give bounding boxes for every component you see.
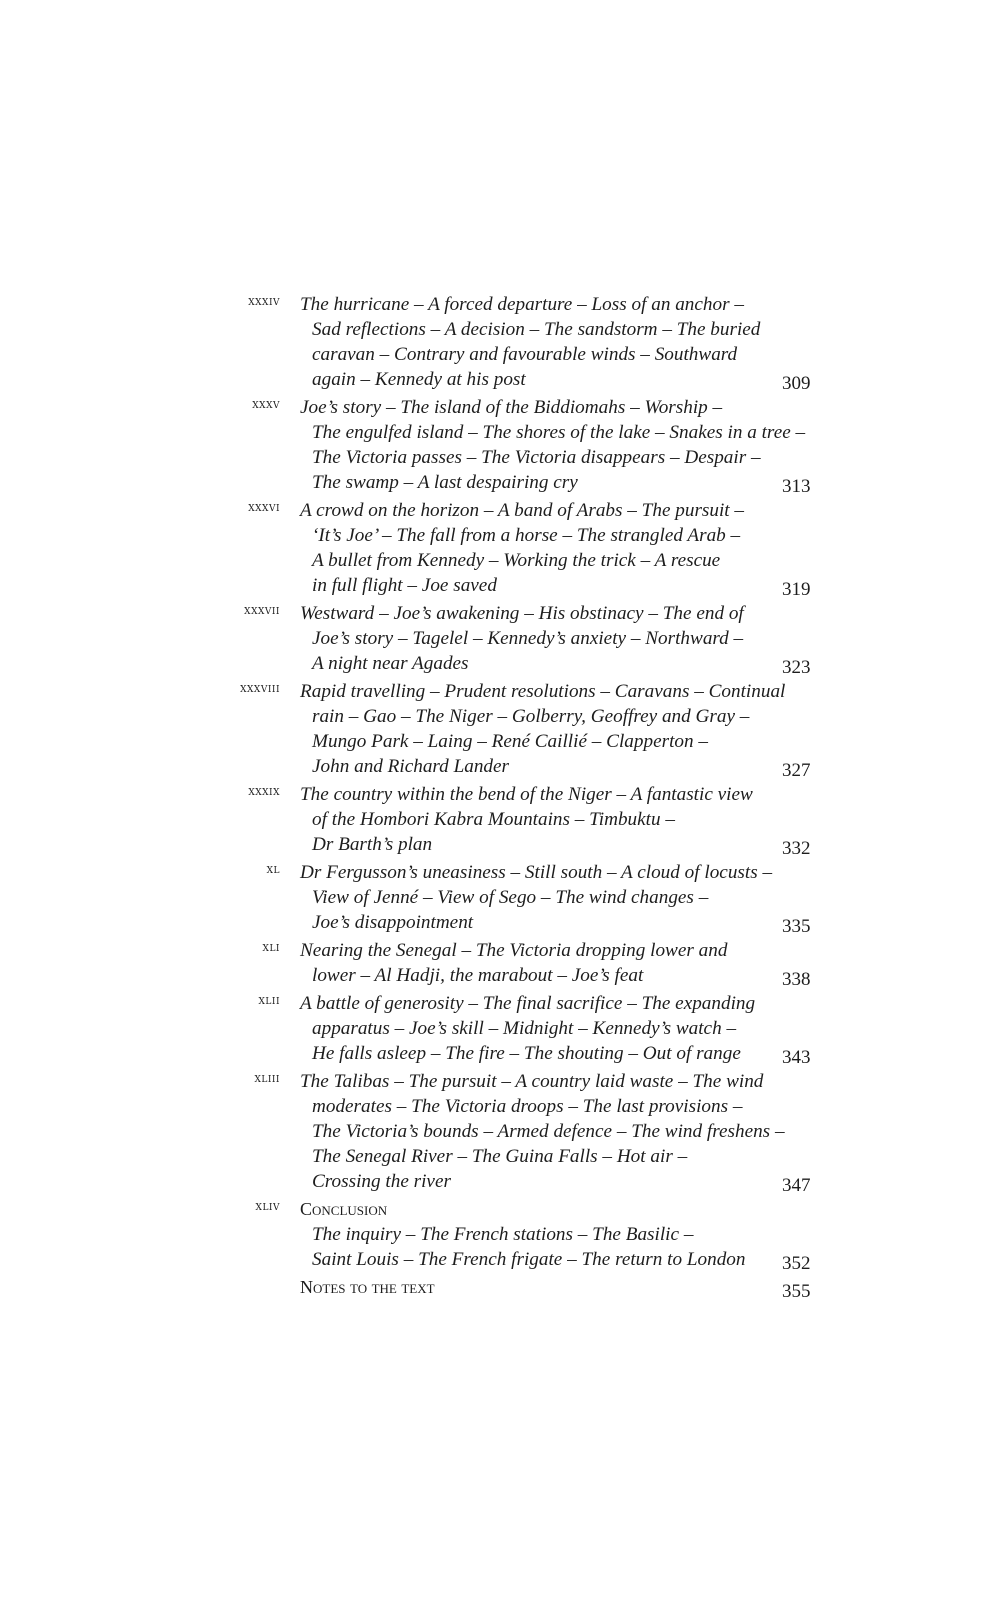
toc-entry[interactable] xyxy=(220,860,810,935)
summary-line: lower – Al Hadji, the marabout – Joe’s feat xyxy=(312,965,644,986)
page-number: 343 xyxy=(782,1047,811,1068)
toc-entry[interactable] xyxy=(220,498,810,598)
summary-line: Rapid travelling – Prudent resolutions – Caravans – Continual xyxy=(300,681,786,702)
summary-line: The inquiry – The French stations – The Basilic – xyxy=(312,1224,694,1245)
summary-line: caravan – Contrary and favourable winds – Southward xyxy=(312,344,738,365)
chapter-numeral: xxxv xyxy=(252,397,280,412)
page-number: 352 xyxy=(782,1253,811,1274)
summary-line: John and Richard Lander xyxy=(312,756,510,777)
toc-entry[interactable] xyxy=(220,395,810,495)
summary-line: rain – Gao – The Niger – Golberry, Geoffrey and Gray – xyxy=(312,706,750,727)
table-of-contents xyxy=(220,292,810,1302)
summary-line: apparatus – Joe’s skill – Midnight – Kennedy’s watch – xyxy=(312,1018,737,1039)
summary-line: Saint Louis – The French frigate – The return to London xyxy=(312,1249,746,1270)
chapter-summary xyxy=(300,679,785,779)
summary-line: Joe’s story – The island of the Biddiomahs – Worship – xyxy=(300,397,723,418)
summary-line: The Senegal River – The Guina Falls – Hot air – xyxy=(312,1146,688,1167)
chapter-numeral: xli xyxy=(262,940,280,955)
toc-entry[interactable] xyxy=(220,991,810,1066)
summary-line: Crossing the river xyxy=(312,1171,451,1192)
chapter-numeral: xxxviii xyxy=(240,681,280,696)
summary-line: The hurricane – A forced departure – Loss of an anchor – xyxy=(300,294,744,315)
summary-line: Nearing the Senegal – The Victoria dropping lower and xyxy=(300,940,728,961)
toc-entry[interactable] xyxy=(220,601,810,676)
chapter-summary xyxy=(300,601,785,676)
page-number: 327 xyxy=(782,760,811,781)
summary-line: in full flight – Joe saved xyxy=(312,575,497,596)
summary-line: of the Hombori Kabra Mountains – Timbuktu – xyxy=(312,809,675,830)
summary-line: ‘It’s Joe’ – The fall from a horse – The strangled Arab – xyxy=(312,525,741,546)
page-number: 347 xyxy=(782,1175,811,1196)
summary-line: The Talibas – The pursuit – A country laid waste – The wind xyxy=(300,1071,764,1092)
summary-line: A bullet from Kennedy – Working the trick – A rescue xyxy=(312,550,721,571)
chapter-numeral: xlii xyxy=(258,993,280,1008)
chapter-summary xyxy=(300,292,785,392)
page-number: 323 xyxy=(782,657,811,678)
summary-line: Dr Barth’s plan xyxy=(312,834,433,855)
page-number: 313 xyxy=(782,476,811,497)
chapter-summary xyxy=(300,1069,785,1194)
toc-entry[interactable] xyxy=(220,679,810,779)
summary-line: The Victoria passes – The Victoria disappears – Despair – xyxy=(312,447,761,468)
chapter-summary xyxy=(300,782,785,857)
summary-line: A battle of generosity – The final sacrifice – The expanding xyxy=(300,993,756,1014)
chapter-summary xyxy=(300,1197,785,1272)
chapter-numeral: xxxiv xyxy=(248,294,280,309)
chapter-summary xyxy=(300,498,785,598)
page-number: 338 xyxy=(782,969,811,990)
chapter-numeral: xxxix xyxy=(248,784,280,799)
page-number: 319 xyxy=(782,579,811,600)
summary-line: He falls asleep – The fire – The shouting – Out of range xyxy=(312,1043,741,1064)
toc-entry[interactable] xyxy=(220,938,810,988)
summary-line: A night near Agades xyxy=(312,653,469,674)
page-number: 355 xyxy=(782,1281,811,1302)
chapter-numeral: xl xyxy=(266,862,280,877)
summary-line: Mungo Park – Laing – René Caillié – Clapperton – xyxy=(312,731,708,752)
summary-line: Joe’s story – Tagelel – Kennedy’s anxiety – Northward – xyxy=(312,628,744,649)
chapter-numeral: xxxvi xyxy=(248,500,280,515)
toc-entry[interactable] xyxy=(220,1069,810,1194)
summary-line: again – Kennedy at his post xyxy=(312,369,526,390)
toc-entry[interactable] xyxy=(220,292,810,392)
section-heading: Notes to the text xyxy=(300,1277,435,1297)
page-number: 332 xyxy=(782,838,811,859)
summary-line: View of Jenné – View of Sego – The wind changes – xyxy=(312,887,709,908)
toc-entry[interactable] xyxy=(220,782,810,857)
page-number: 335 xyxy=(782,916,811,937)
summary-line: Sad reflections – A decision – The sandstorm – The buried xyxy=(312,319,761,340)
chapter-summary xyxy=(300,860,785,935)
chapter-numeral: xliv xyxy=(255,1199,280,1214)
section-heading: Conclusion xyxy=(300,1199,388,1219)
toc-entry[interactable] xyxy=(220,1275,810,1300)
summary-line: The swamp – A last despairing cry xyxy=(312,472,578,493)
summary-line: The country within the bend of the Niger – A fantastic view xyxy=(300,784,753,805)
chapter-numeral: xxxvii xyxy=(244,603,280,618)
page-number: 309 xyxy=(782,373,811,394)
summary-line: The engulfed island – The shores of the lake – Snakes in a tree – xyxy=(312,422,806,443)
chapter-summary xyxy=(300,991,785,1066)
chapter-summary xyxy=(300,938,785,988)
summary-line: Dr Fergusson’s uneasiness – Still south – A cloud of locusts – xyxy=(300,862,773,883)
chapter-summary xyxy=(300,1275,785,1300)
chapter-numeral: xliii xyxy=(254,1071,280,1086)
toc-entry[interactable] xyxy=(220,1197,810,1272)
summary-line: Joe’s disappointment xyxy=(312,912,474,933)
summary-line: The Victoria’s bounds – Armed defence – The wind freshens – xyxy=(312,1121,785,1142)
summary-line: moderates – The Victoria droops – The last provisions – xyxy=(312,1096,743,1117)
summary-line: A crowd on the horizon – A band of Arabs – The pursuit – xyxy=(300,500,745,521)
summary-line: Westward – Joe’s awakening – His obstinacy – The end of xyxy=(300,603,744,624)
